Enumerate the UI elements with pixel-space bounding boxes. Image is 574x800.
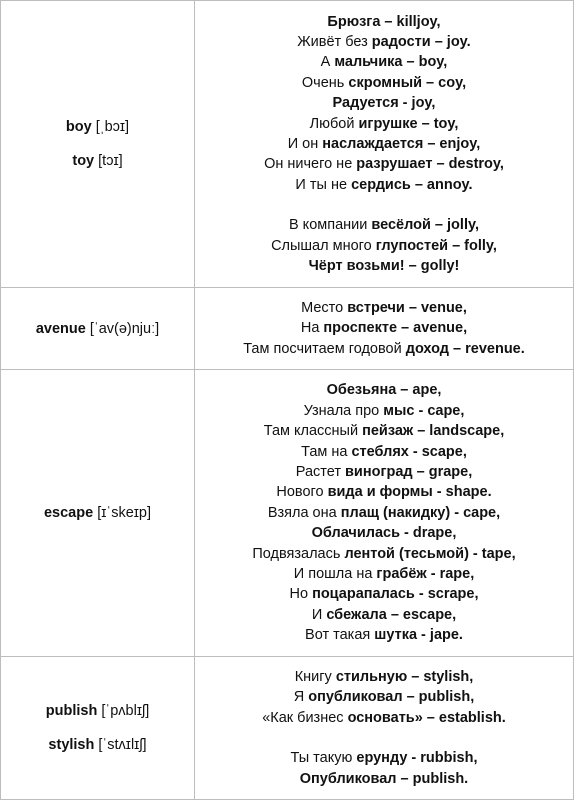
table-row [1,370,574,657]
table-row [1,288,574,370]
poem-line: И пошла на грабёж - rape, [293,566,475,583]
poem-cell [195,1,574,288]
poem-line: Живёт без радости – joy. [297,33,471,50]
word-cell [1,370,195,657]
poem-line: Я опубликовал – publish, [293,689,475,706]
poem-cell [195,288,574,370]
poem-line: Обезьяна – ape, [326,382,442,399]
poem-line: И сбежала – escape, [311,606,457,623]
poem-line: Там посчитаем годовой доход – revenue. [243,340,525,357]
poem-line: Брюзга – killjoy, [327,13,441,30]
poem-line: Вот такая шутка - jape. [305,627,463,644]
headword: avenue [35,320,86,337]
table-row [1,1,574,288]
poem-line: Там на стеблях - scape, [301,443,467,460]
poem-line: Узнала про мыс - cape, [303,402,465,419]
transcription: [ˈstʌɪlɪʃ] [98,737,147,753]
poem-line: Но поцарапалась - scrape, [289,586,479,603]
transcription: [ˈpʌblɪʃ] [101,703,150,719]
headword: escape [43,505,94,521]
poem-line: Место встречи – venue, [301,299,467,316]
poem-line: Там классный пейзаж – landscape, [263,423,505,440]
transcription: [ˈav(ə)njuː] [89,320,160,337]
stanza-gap [195,195,573,215]
poem-line: Очень скромный – coy, [301,74,467,91]
headword: boy [65,119,92,135]
word-cell [1,657,195,800]
poem-line: Облачилась - drape, [311,525,457,542]
poem-line: Любой игрушке – toy, [309,115,459,132]
headword: publish [45,703,98,719]
poem-line: Слышал много глупостей – folly, [271,237,497,254]
poem-line: В компании весёлой – jolly, [288,217,479,234]
poem-cell [195,657,574,800]
poem-line: Взяла она плащ (накидку) - cape, [267,504,501,521]
transcription: [tɔɪ] [98,153,123,169]
transcription: [ˌbɔɪ] [95,119,130,135]
poem-line: И он наслаждается – enjoy, [287,136,481,152]
transcription: [ɪˈskeɪp] [97,505,152,521]
poem-line: Подвязалась лентой (тесьмой) - tape, [252,545,516,562]
poem-line: Книгу стильную – stylish, [294,668,474,685]
word-cell [1,1,195,288]
poem-line: На проспекте – avenue, [300,320,468,337]
table-row [1,657,574,800]
poem-line: Нового вида и формы - shape. [276,484,492,501]
poem-cell [195,370,574,657]
headword: toy [72,153,95,169]
stanza-gap [195,728,573,748]
poem-line: «Как бизнес основать» – establish. [262,709,506,726]
poem-line: Растет виноград – grape, [295,463,473,480]
poem-line: А мальчика – boy, [320,54,448,71]
headword: stylish [48,737,95,753]
word-cell [1,288,195,370]
poem-line: Опубликовал – publish. [299,770,469,787]
poem-line: И ты не сердись – annoy. [295,176,473,193]
poem-line: Чёрт возьми! – golly! [308,258,460,275]
poem-line: Ты такую ерунду - rubbish, [290,750,478,767]
poem-line: Он ничего не разрушает – destroy, [264,156,504,173]
poem-line: Радуется - joy, [332,95,436,112]
